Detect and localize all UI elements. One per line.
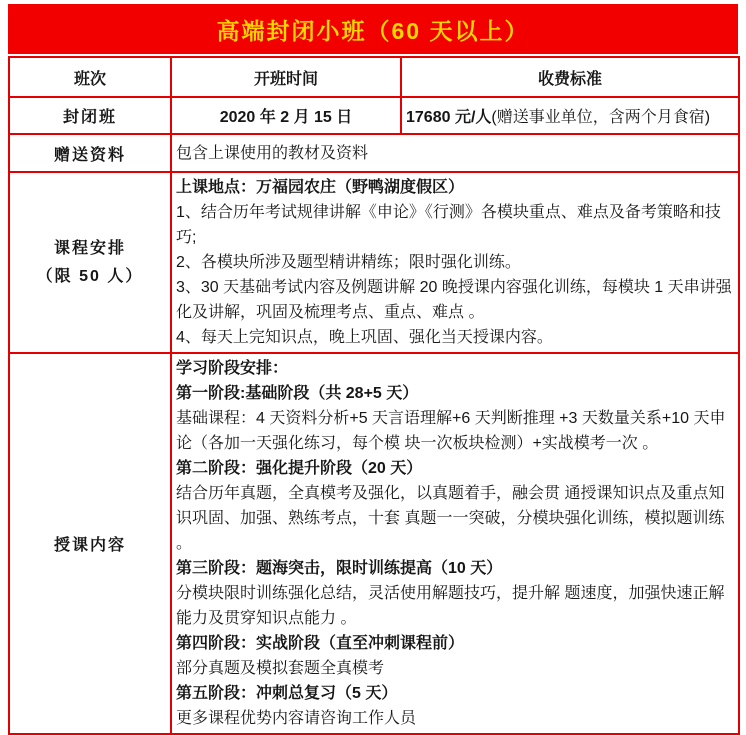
course-plan-item: 2、各模块所涉及题型精讲精练；限时强化训练。 <box>176 254 521 271</box>
course-plan-label-line2: （限 50 人） <box>36 267 144 285</box>
course-plan-label-line1: 课程安排 <box>53 239 126 257</box>
schedule-row <box>9 97 739 134</box>
header-start-time-column: 开班时间 <box>171 57 401 97</box>
teaching-content-row <box>9 353 739 734</box>
fee-amount: 17680 元/人 <box>406 109 492 126</box>
course-plan-content <box>171 172 739 353</box>
course-plan-row <box>9 172 739 353</box>
class-name-cell: 封闭班 <box>9 97 171 134</box>
fee-note: (赠送事业单位，含两个月食宿) <box>491 109 711 126</box>
stage-heading: 第三阶段：题海突击，限时训练提高（10 天） <box>176 560 503 577</box>
stage-heading: 第二阶段：强化提升阶段（20 天） <box>176 460 423 477</box>
materials-label: 赠送资料 <box>9 134 171 172</box>
materials-text: 包含上课使用的教材及资料 <box>176 144 369 162</box>
teaching-footer-note: 更多课程优势内容请咨询工作人员 <box>176 710 417 727</box>
stage-body: 基础课程：4 天资料分析+5 天言语理解+6 天判断推理 +3 天数量关系+10 天申论（各加一天强化练习，每个模 块一次板块检测）+实战模考一次 。 <box>176 410 726 452</box>
materials-row <box>9 134 739 172</box>
header-class-column: 班次 <box>9 57 171 97</box>
fee-cell <box>401 97 739 134</box>
stage-heading: 第五阶段：冲刺总复习（5 天） <box>176 685 398 702</box>
course-table <box>8 56 740 735</box>
course-plan-item: 1、结合历年考试规律讲解《申论》《行测》各模块重点、难点及备考策略和技巧; <box>176 204 721 246</box>
page-title: 高端封闭小班（60 天以上） <box>216 17 530 44</box>
teaching-content <box>171 353 739 734</box>
table-header-row <box>9 57 739 97</box>
start-date-cell: 2020 年 2 月 15 日 <box>171 97 401 134</box>
course-plan-label <box>9 172 171 353</box>
title-banner <box>8 4 738 54</box>
course-plan-item: 4、每天上完知识点，晚上巩固、强化当天授课内容。 <box>176 329 553 346</box>
course-plan-item: 3、30 天基础考试内容及例题讲解 20 晚授课内容强化训练，每模块 1 天串讲强化及讲解，巩固及梳理考点、重点、难点 。 <box>176 279 732 321</box>
stage-body: 结合历年真题，全真模考及强化，以真题着手，融会贯 通授课知识点及重点知识巩固、加强、熟练考点，十套 真题一一突破，分模块强化训练，模拟题训练 。 <box>176 485 725 552</box>
stage-heading: 第四阶段：实战阶段（直至冲刺课程前） <box>176 635 465 652</box>
teaching-label: 授课内容 <box>9 353 171 734</box>
course-plan-location: 上课地点：万福园农庄（野鸭湖度假区） <box>176 179 465 196</box>
materials-content <box>171 134 739 172</box>
header-fee-column: 收费标准 <box>401 57 739 97</box>
stage-body: 分模块限时训练强化总结，灵活使用解题技巧，提升解 题速度，加强快速正解能力及贯穿知识点能力 。 <box>176 585 725 627</box>
stage-heading: 第一阶段:基础阶段（共 28+5 天） <box>176 385 419 402</box>
stage-body: 部分真题及模拟套题全真模考 <box>176 660 385 677</box>
teaching-intro-heading: 学习阶段安排： <box>176 360 289 377</box>
